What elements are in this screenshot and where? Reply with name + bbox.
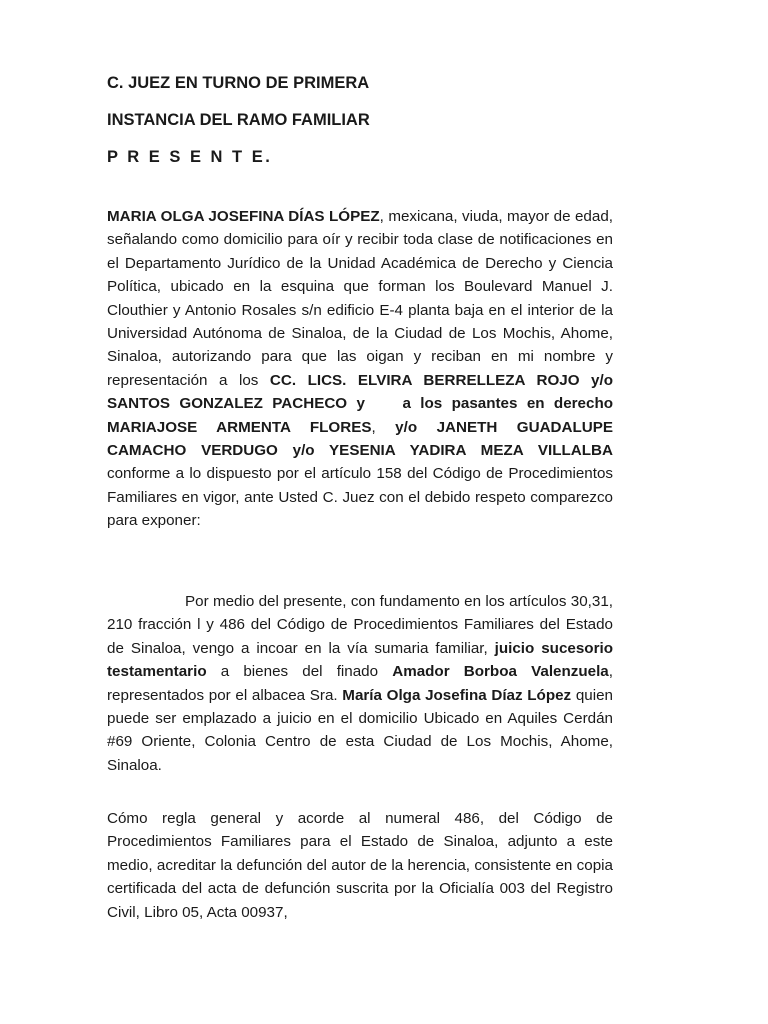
addressee-line-1: C. JUEZ EN TURNO DE PRIMERA xyxy=(107,74,370,92)
authorized-interns: a los pasantes en derecho MARIAJOSE ARMENTA FLORES xyxy=(107,395,613,436)
body1-text-3: , representados por el albacea Sra. xyxy=(107,663,613,704)
intro-text-1: , mexicana, viuda, mayor de edad, señalando como domicilio para oír y recibir toda clase de notificaciones en el Departamento Jurídico de la Unidad Académica de Derecho y Ciencia Política, ubicado en la esquina que forman los Boulevard Manuel J. Clouthier y Antonio Rosales s/n edificio E-4 planta baja en el interior de la Universidad Autónoma de Sinaloa, de la Ciudad de Los Mochis, Ahome, Sinaloa, autorizando para que las oigan y reciban en mi nombre y representación a los xyxy=(107,208,613,389)
addressee-line-3: P R E S E N T E. xyxy=(107,148,273,166)
petitioner-name: MARIA OLGA JOSEFINA DÍAS LÓPEZ xyxy=(107,208,380,225)
authorized-lawyers: CC. LICS. ELVIRA BERRELLEZA ROJO y/o SANTOS GONZALEZ PACHECO y xyxy=(107,371,613,413)
authorized-interns-more: y/o JANETH GUADALUPE CAMACHO VERDUGO y/o YESENIA YADIRA MEZA VILLALBA xyxy=(107,418,613,460)
executor-name: María Olga Josefina Díaz López xyxy=(342,686,572,704)
trial-type: juicio sucesorio testamentario xyxy=(107,639,613,681)
body-paragraph-1 xyxy=(107,590,613,777)
intro-separator: , xyxy=(371,418,396,436)
intro-paragraph xyxy=(107,205,613,533)
deceased-name: Amador Borboa Valenzuela xyxy=(392,663,609,681)
body1-text-4: quien puede ser emplazado a juicio en el domicilio Ubicado en Aquiles Cerdán #69 Oriente, Colonia Centro de esta Ciudad de Los Mochis, Ahome, Sinaloa. xyxy=(107,686,613,774)
body-paragraph-2: Cómo regla general y acorde al numeral 486, del Código de Procedimientos Familiares para el Estado de Sinaloa, adjunto a este medio, acreditar la defunción del autor de la herencia, consistente en copia certificada del acta de defunción suscrita por la Oficialía 003 del Registro Civil, Libro 05, Acta 00937, xyxy=(107,810,613,921)
body1-text-1: Por medio del presente, con fundamento en los artículos 30,31, 210 fracción l y 486 del Código de Procedimientos Familiares del Estado de Sinaloa, vengo a incoar en la vía sumaria familiar, xyxy=(107,593,613,657)
addressee-line-2: INSTANCIA DEL RAMO FAMILIAR xyxy=(107,111,370,129)
body1-text-2: a bienes del finado xyxy=(206,663,393,681)
intro-text-2: conforme a lo dispuesto por el artículo 158 del Código de Procedimientos Familiares en vigor, ante Usted C. Juez con el debido respeto comparezco para exponer: xyxy=(107,465,613,530)
